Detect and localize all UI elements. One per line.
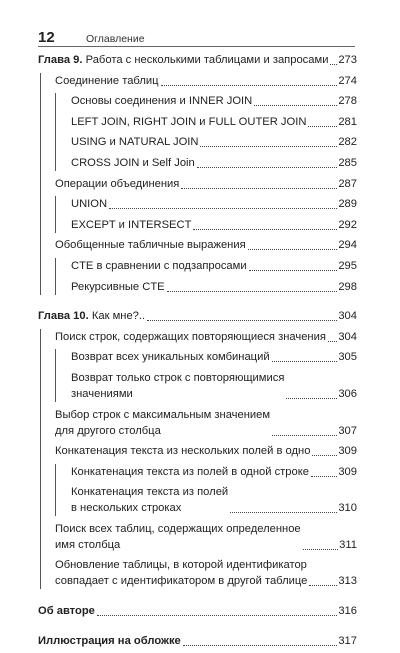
dot-leader xyxy=(167,290,338,292)
toc-section[interactable]: Обобщенные табличные выражения 294 xyxy=(55,239,357,252)
dot-leader xyxy=(249,269,338,271)
section-subitems xyxy=(55,93,357,171)
dot-leader xyxy=(328,340,337,342)
toc-subsection[interactable]: Рекурсивные CTE 298 xyxy=(71,280,357,293)
chapter-10-page: 304 xyxy=(338,310,357,323)
dot-leader xyxy=(193,228,337,230)
toc-chapter-9[interactable] xyxy=(38,52,357,68)
chapter-10-prefix: Глава 10. xyxy=(38,310,89,323)
spacer xyxy=(38,594,357,603)
toc-subsection[interactable]: Возврат только строк с повторяющимися значениями 306 xyxy=(71,371,357,400)
dot-leader xyxy=(161,84,338,86)
dot-leader xyxy=(311,475,337,477)
toc-subsection[interactable]: USING и NATURAL JOIN 282 xyxy=(71,136,357,149)
section-subitems xyxy=(55,349,357,402)
dot-leader xyxy=(303,548,338,550)
toc-section[interactable]: Соединение таблиц 274 xyxy=(55,74,357,87)
toc-subsection[interactable]: Основы соединения и INNER JOIN 278 xyxy=(71,95,357,108)
toc-subsection[interactable]: CTE в сравнении с подзапросами 295 xyxy=(71,259,357,272)
dot-leader xyxy=(97,614,337,616)
dot-leader xyxy=(254,104,337,106)
toc-about-author[interactable]: Об авторе 316 xyxy=(38,605,357,618)
chapter-9-sections xyxy=(40,73,357,295)
dot-leader xyxy=(200,145,337,147)
dot-leader xyxy=(272,434,337,436)
dot-leader xyxy=(109,207,337,209)
toc-subsection[interactable]: UNION 289 xyxy=(71,198,357,211)
dot-leader xyxy=(147,319,337,321)
spacer xyxy=(38,624,357,633)
dot-leader xyxy=(272,360,338,362)
dot-leader xyxy=(197,166,338,168)
chapter-10-title: Как мне?.. xyxy=(91,310,146,323)
dot-leader xyxy=(312,454,337,456)
dot-leader xyxy=(330,63,337,65)
dot-leader xyxy=(230,511,337,513)
toc-section[interactable]: Обновление таблицы, в которой идентификатор совпадает с идентификатором в другой таблице 313 xyxy=(55,559,357,588)
spacer xyxy=(38,299,357,308)
dot-leader xyxy=(248,248,338,250)
chapter-9-prefix: Глава 9. xyxy=(38,54,83,66)
running-header xyxy=(38,29,145,46)
page-number: 12 xyxy=(38,29,55,46)
table-of-contents xyxy=(38,52,357,653)
toc-cover-illustration[interactable]: Иллюстрация на обложке 317 xyxy=(38,634,357,647)
chapter-9-page: 273 xyxy=(338,54,357,66)
section-subitems xyxy=(55,258,357,295)
toc-subsection[interactable]: Конкатенация текста из полей в нескольких строках 310 xyxy=(71,486,357,515)
toc-subsection[interactable]: CROSS JOIN и Self Join 285 xyxy=(71,156,357,169)
dot-leader xyxy=(308,125,337,127)
toc-section[interactable]: Операции объединения 287 xyxy=(55,177,357,190)
toc-chapter-10[interactable] xyxy=(38,308,357,324)
dot-leader xyxy=(181,187,337,189)
dot-leader xyxy=(309,584,337,586)
header-title: Оглавление xyxy=(86,33,145,45)
dot-leader xyxy=(286,397,337,399)
toc-subsection[interactable]: LEFT JOIN, RIGHT JOIN и FULL OUTER JOIN 281 xyxy=(71,115,357,128)
toc-section[interactable]: Выбор строк с максимальным значением для другого столбца 307 xyxy=(55,408,357,437)
toc-section[interactable]: Конкатенация текста из нескольких полей в одно 309 xyxy=(55,445,357,458)
header-rule xyxy=(38,46,355,47)
dot-leader xyxy=(183,644,338,646)
toc-section[interactable]: Поиск всех таблиц, содержащих определенное имя столбца 311 xyxy=(55,522,357,551)
chapter-9-title: Работа с несколькими таблицами и запросами xyxy=(85,54,329,66)
toc-subsection[interactable]: Конкатенация текста из полей в одной строке 309 xyxy=(71,465,357,478)
chapter-10-sections xyxy=(40,329,357,590)
toc-section[interactable]: Поиск строк, содержащих повторяющиеся значения 304 xyxy=(55,330,357,343)
section-subitems xyxy=(55,464,357,517)
toc-subsection[interactable]: Возврат всех уникальных комбинаций 305 xyxy=(71,351,357,364)
section-subitems xyxy=(55,196,357,233)
toc-subsection[interactable]: EXCEPT и INTERSECT 292 xyxy=(71,218,357,231)
